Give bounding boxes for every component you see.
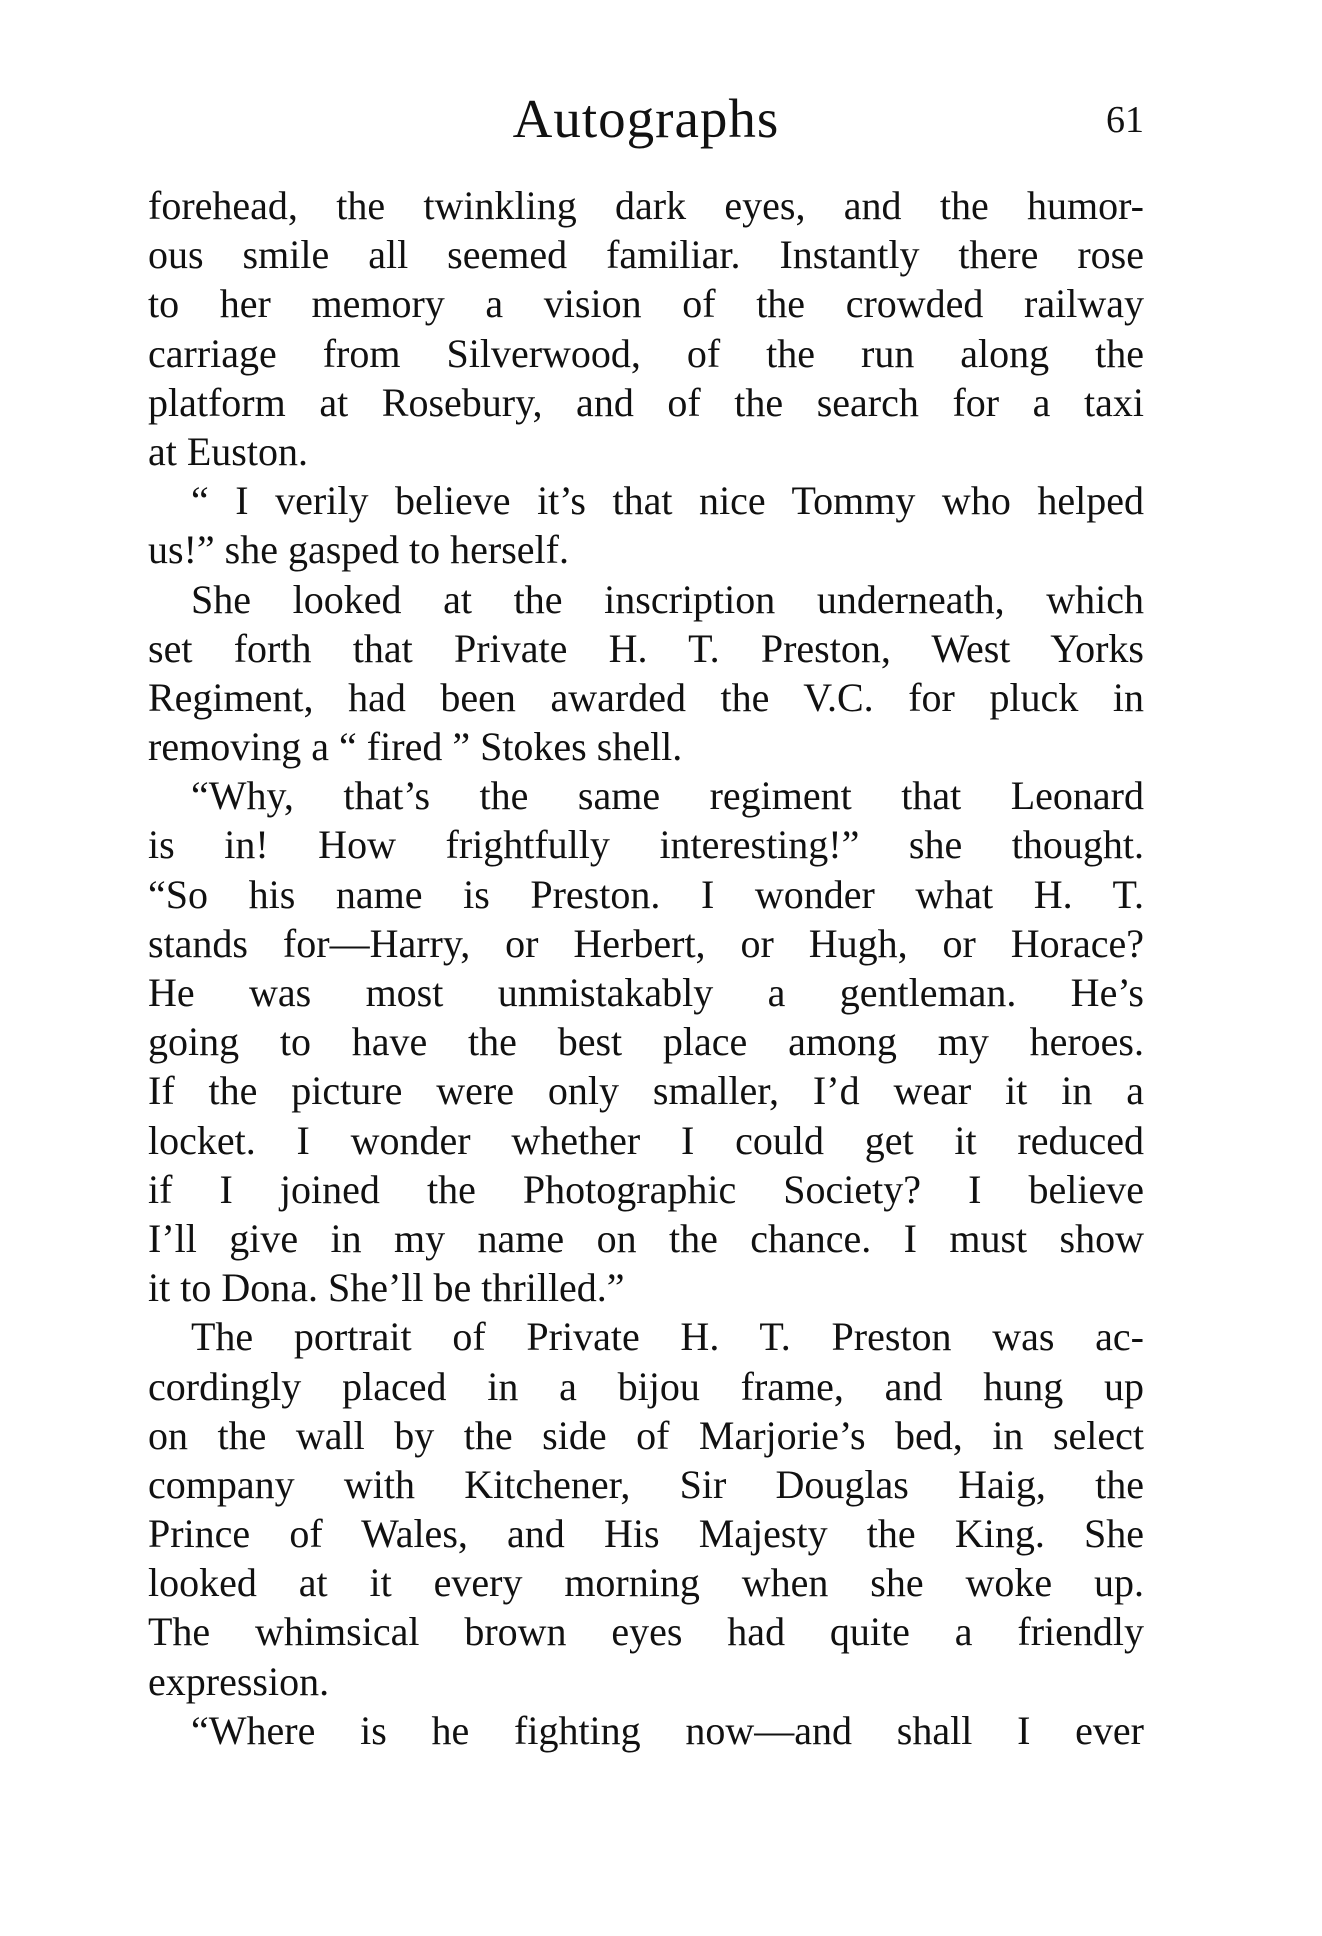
- text-line: looked at it every morning when she woke up.: [148, 1560, 1144, 1606]
- text-line: locket. I wonder whether I could get it reduced: [148, 1117, 1144, 1163]
- text-line: on the wall by the side of Marjorie’s bed, in select: [148, 1412, 1144, 1458]
- page-number: 61: [1106, 99, 1144, 141]
- text-line: it to Dona. She’ll be thrilled.”: [148, 1265, 625, 1311]
- text-line: us!” she gasped to herself.: [148, 527, 569, 573]
- text-line: Regiment, had been awarded the V.C. for pluck in: [148, 674, 1144, 720]
- text-line: at Euston.: [148, 428, 308, 474]
- text-line: ous smile all seemed familiar. Instantly there rose: [148, 232, 1144, 278]
- text-line: removing a “ fired ” Stokes shell.: [148, 724, 683, 770]
- text-line: The portrait of Private H. T. Preston was ac-: [191, 1314, 1144, 1360]
- text-line: “Where is he fighting now—and shall I ever: [191, 1707, 1144, 1753]
- text-line: If the picture were only smaller, I’d wear it in a: [148, 1068, 1144, 1114]
- text-line: I’ll give in my name on the chance. I must show: [148, 1215, 1144, 1261]
- text-line: She looked at the inscription underneath, which: [191, 576, 1144, 622]
- text-line: to her memory a vision of the crowded railway: [148, 281, 1144, 327]
- text-line: forehead, the twinkling dark eyes, and the humor-: [148, 183, 1144, 228]
- text-line: platform at Rosebury, and of the search for a taxi: [148, 379, 1144, 425]
- body-text: [148, 181, 1144, 1755]
- text-line: set forth that Private H. T. Preston, West Yorks: [148, 625, 1144, 671]
- text-line: “So his name is Preston. I wonder what H. T.: [148, 871, 1144, 917]
- text-line: cordingly placed in a bijou frame, and hung up: [148, 1363, 1144, 1409]
- text-line: if I joined the Photographic Society? I believe: [148, 1166, 1144, 1212]
- running-head: [148, 84, 1144, 154]
- text-line: going to have the best place among my heroes.: [148, 1019, 1144, 1065]
- text-line: “Why, that’s the same regiment that Leonard: [191, 773, 1144, 819]
- text-line: Prince of Wales, and His Majesty the King. She: [148, 1511, 1144, 1557]
- text-line: He was most unmistakably a gentleman. He’s: [148, 970, 1144, 1015]
- text-line: “ I verily believe it’s that nice Tommy who helped: [191, 478, 1144, 524]
- text-line: expression.: [148, 1658, 330, 1704]
- text-line: is in! How frightfully interesting!” she thought.: [148, 822, 1144, 868]
- page-title: Autographs: [512, 88, 780, 149]
- text-line: company with Kitchener, Sir Douglas Haig, the: [148, 1461, 1144, 1507]
- text-line: stands for—Harry, or Herbert, or Hugh, or Horace?: [148, 920, 1144, 966]
- text-line: carriage from Silverwood, of the run along the: [148, 330, 1144, 376]
- text-line: The whimsical brown eyes had quite a friendly: [148, 1609, 1144, 1655]
